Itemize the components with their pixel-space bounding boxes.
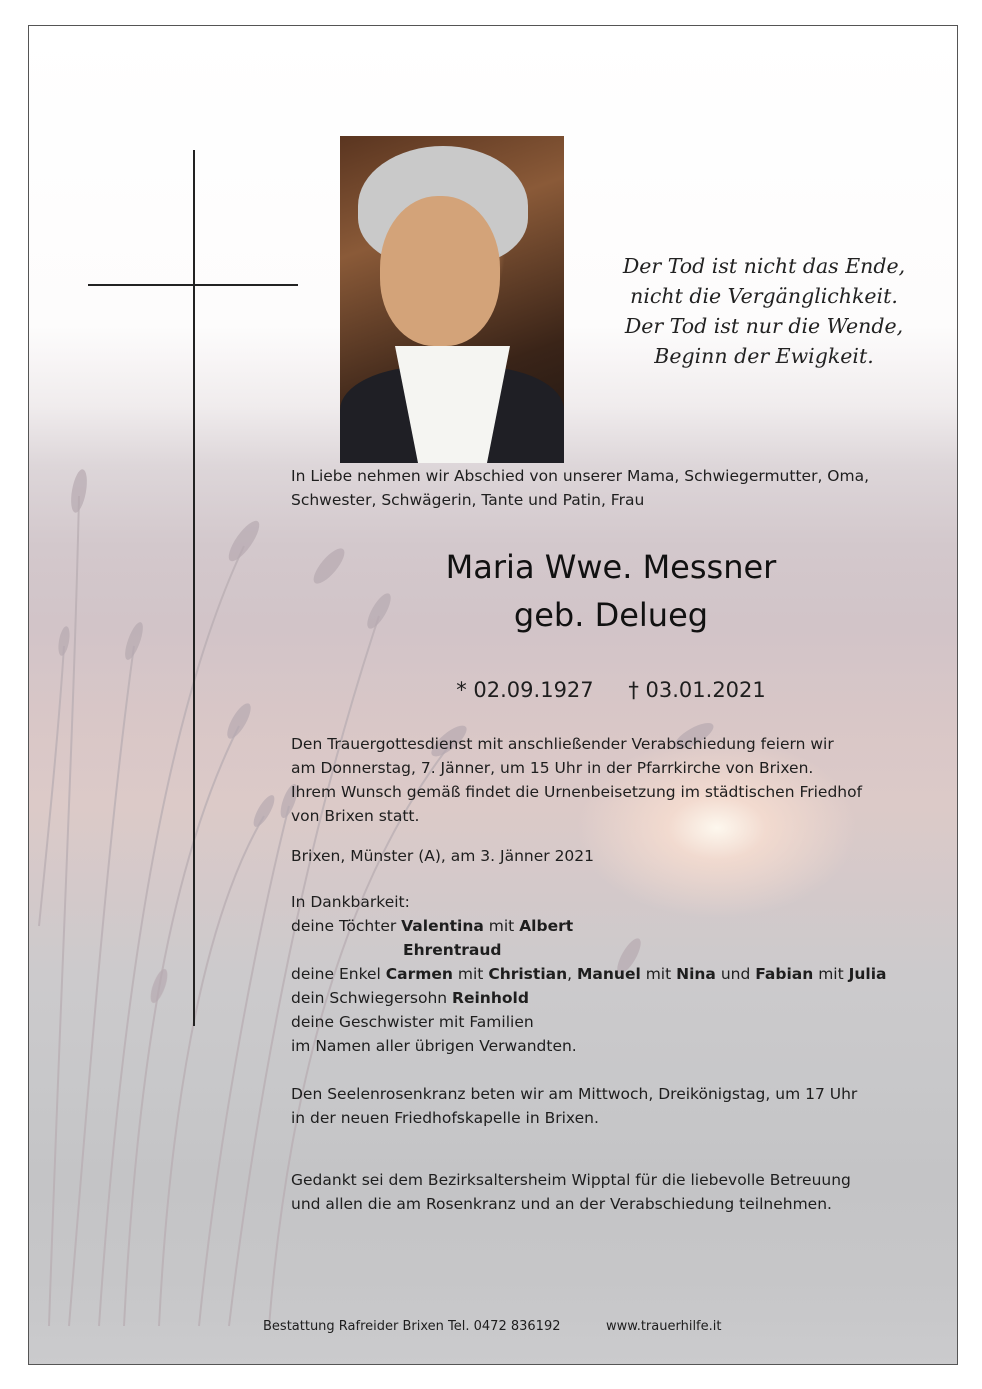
cross-horizontal-bar: [88, 284, 298, 286]
website-link[interactable]: www.trauerhilfe.it: [606, 1319, 722, 1334]
quote-line: Der Tod ist nicht das Ende,: [622, 254, 906, 278]
quote-line: nicht die Vergänglichkeit.: [630, 284, 898, 308]
quote-line: Beginn der Ewigkeit.: [654, 344, 874, 368]
service-line: am Donnerstag, 7. Jänner, um 15 Uhr in der Pfarrkirche von Brixen.: [291, 759, 814, 777]
place-date: Brixen, Münster (A), am 3. Jänner 2021: [291, 847, 595, 865]
mourners-daughters: deine Töchter Valentina mit Albert: [291, 917, 574, 935]
undertaker-info: Bestattung Rafreider Brixen Tel. 0472 836192: [263, 1319, 561, 1334]
life-dates: [291, 678, 931, 702]
service-line: Ihrem Wunsch gemäß findet die Urnenbeisetzung im städtischen Friedhof: [291, 783, 863, 801]
rosary-line-2: in der neuen Friedhofskapelle in Brixen.: [291, 1109, 599, 1127]
mourner-name: Julia: [848, 965, 887, 983]
cross-vertical-bar: [193, 150, 195, 1026]
mourners-son-in-law: dein Schwiegersohn Reinhold: [291, 989, 529, 1007]
mourner-name: Albert: [519, 917, 574, 935]
mourner-name: Reinhold: [452, 989, 529, 1007]
deceased-maiden-name: geb. Delueg: [513, 596, 709, 634]
memorial-quote: [589, 251, 939, 371]
intro-line-2: Schwester, Schwägerin, Tante und Patin, Frau: [291, 491, 645, 509]
deceased-name: Maria Wwe. Messner: [445, 548, 777, 586]
mourner-name: Carmen: [385, 965, 453, 983]
mourners-heading: In Dankbarkeit:: [291, 893, 410, 911]
portrait-face: [380, 196, 500, 346]
mourners-grandchildren: deine Enkel Carmen mit Christian, Manuel mit Nina und Fabian mit Julia: [291, 965, 887, 983]
obituary-card: [28, 25, 958, 1365]
mourner-name: Ehrentraud: [403, 941, 502, 959]
birth-date: * 02.09.1927: [456, 678, 594, 702]
death-date: † 03.01.2021: [628, 678, 766, 702]
portrait-photo: [340, 136, 564, 463]
service-line: Den Trauergottesdienst mit anschließender Verabschiedung feiern wir: [291, 735, 834, 753]
quote-line: Der Tod ist nur die Wende,: [624, 314, 904, 338]
mourner-name: Fabian: [755, 965, 814, 983]
mourner-name: Valentina: [401, 917, 484, 935]
mourners-relatives: im Namen aller übrigen Verwandten.: [291, 1037, 577, 1055]
mourner-name: Manuel: [576, 965, 641, 983]
intro-line-1: In Liebe nehmen wir Abschied von unserer Mama, Schwiegermutter, Oma,: [291, 467, 870, 485]
service-line: von Brixen statt.: [291, 807, 420, 825]
mourner-name: Nina: [676, 965, 716, 983]
mourner-name: Christian: [488, 965, 568, 983]
thanks-line-1: Gedankt sei dem Bezirksaltersheim Wipptal für die liebevolle Betreuung: [291, 1171, 851, 1189]
thanks-line-2: und allen die am Rosenkranz und an der Verabschiedung teilnehmen.: [291, 1195, 832, 1213]
mourners-siblings: deine Geschwister mit Familien: [291, 1013, 534, 1031]
rosary-line-1: Den Seelenrosenkranz beten wir am Mittwoch, Dreikönigstag, um 17 Uhr: [291, 1085, 858, 1103]
mourners-daughter-2: [403, 938, 501, 962]
